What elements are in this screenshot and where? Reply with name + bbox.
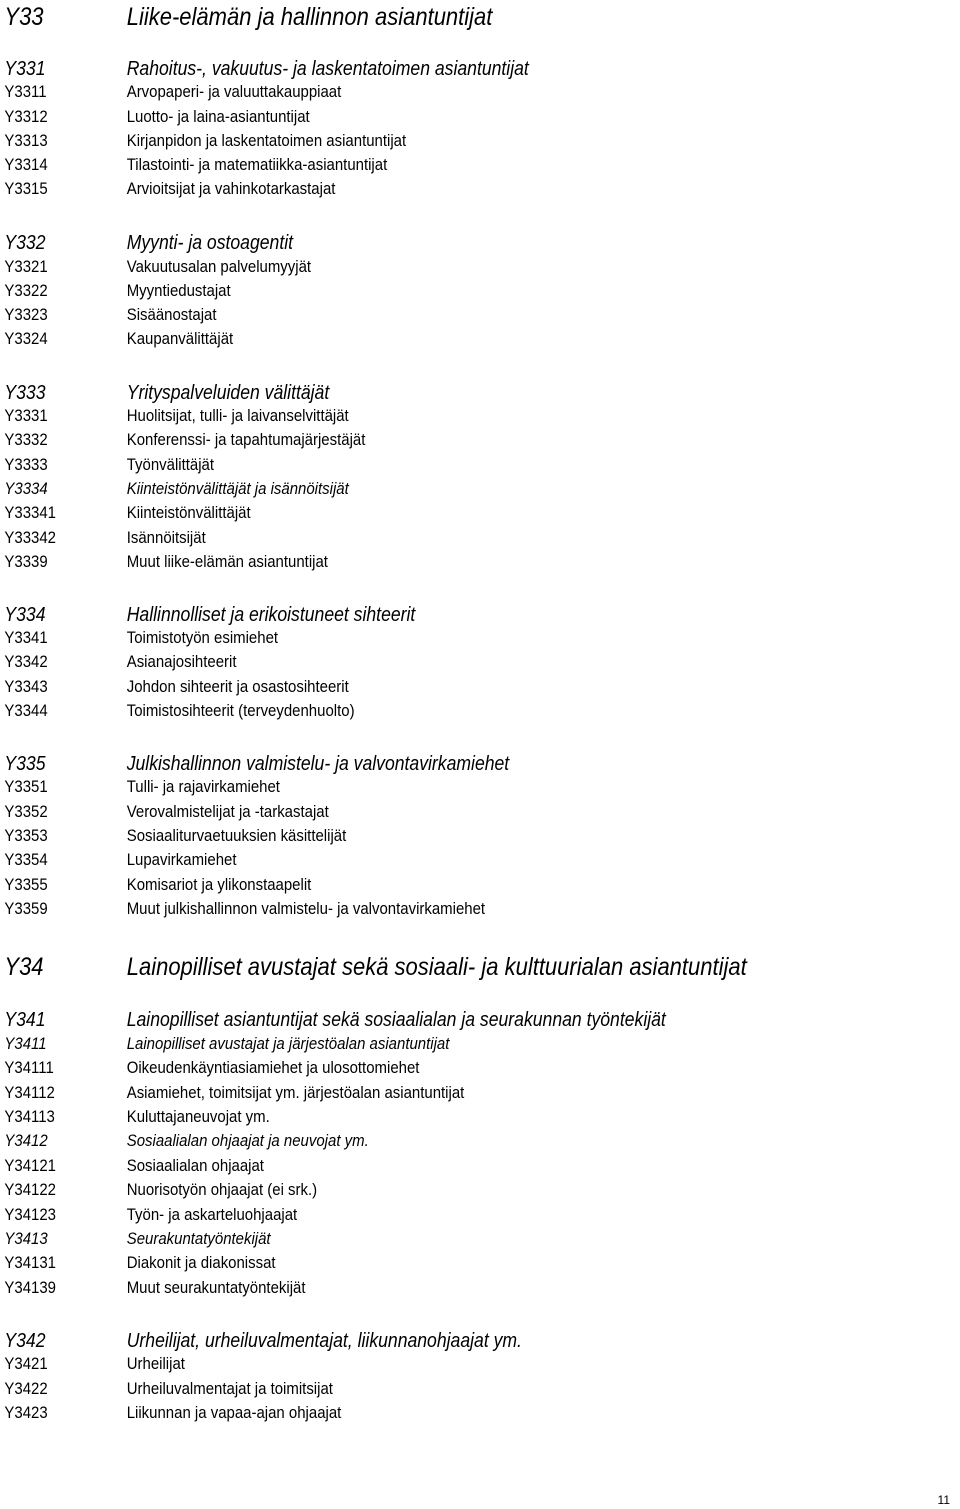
- item-label: Urheiluvalmentajat ja toimitsijat: [126, 1379, 333, 1398]
- item-label: Lainopilliset asiantuntijat sekä sosiaalialan ja seurakunnan työntekijät: [126, 1009, 666, 1031]
- item-code: Y3339: [4, 552, 48, 571]
- item-label: Tulli- ja rajavirkamiehet: [126, 777, 280, 796]
- item-label: Oikeudenkäyntiasiamiehet ja ulosottomiehet: [126, 1058, 420, 1077]
- item-label: Sosiaaliturvaetuuksien käsittelijät: [126, 826, 347, 845]
- item-code: Y3322: [4, 281, 48, 300]
- item-code: Y33: [4, 3, 44, 31]
- item-code: Y34131: [4, 1253, 56, 1272]
- item-code: Y34: [4, 953, 44, 981]
- item-code: Y341: [4, 1009, 46, 1031]
- item-label: Tilastointi- ja matematiikka-asiantuntijat: [126, 155, 388, 174]
- item-code: Y3334: [4, 479, 48, 498]
- item-label: Luotto- ja laina-asiantuntijat: [126, 107, 310, 126]
- item-code: Y33341: [4, 503, 56, 522]
- item-label: Johdon sihteerit ja osastosihteerit: [126, 677, 349, 696]
- item-label: Verovalmistelijat ja -tarkastajat: [126, 802, 329, 821]
- item-code: Y333: [4, 382, 46, 404]
- item-label: Komisariot ja ylikonstaapelit: [126, 875, 312, 894]
- item-code: Y342: [4, 1330, 46, 1352]
- item-label: Myynti- ja ostoagentit: [126, 232, 294, 254]
- item-label: Muut seurakuntatyöntekijät: [126, 1278, 306, 1297]
- item-code: Y3359: [4, 899, 48, 918]
- item-code: Y34111: [4, 1058, 54, 1077]
- item-label: Konferenssi- ja tapahtumajärjestäjät: [126, 430, 366, 449]
- item-code: Y3312: [4, 107, 48, 126]
- item-code: Y3355: [4, 875, 48, 894]
- item-label: Sosiaalialan ohjaajat: [126, 1156, 264, 1175]
- item-label: Urheilijat, urheiluvalmentajat, liikunnanohjaajat ym.: [126, 1330, 522, 1352]
- item-label: Muut julkishallinnon valmistelu- ja valvontavirkamiehet: [126, 899, 486, 918]
- item-code: Y3311: [4, 82, 47, 101]
- item-label: Diakonit ja diakonissat: [126, 1253, 276, 1272]
- item-code: Y3412: [4, 1131, 48, 1150]
- item-code: Y3422: [4, 1379, 48, 1398]
- item-code: Y331: [4, 58, 46, 80]
- page-number: 11: [937, 1493, 950, 1507]
- item-label: Vakuutusalan palvelumyyjät: [126, 257, 312, 276]
- item-label: Seurakuntatyöntekijät: [126, 1229, 271, 1248]
- item-label: Toimistosihteerit (terveydenhuolto): [126, 701, 355, 720]
- item-label: Sisäänostajat: [126, 305, 217, 324]
- item-code: Y34139: [4, 1278, 56, 1297]
- item-label: Kiinteistönvälittäjät ja isännöitsijät: [126, 479, 349, 498]
- item-label: Kaupanvälittäjät: [126, 329, 234, 348]
- item-label: Kiinteistönvälittäjät: [126, 503, 251, 522]
- item-label: Lupavirkamiehet: [126, 850, 237, 869]
- item-code: Y3413: [4, 1229, 48, 1248]
- item-code: Y3353: [4, 826, 48, 845]
- item-label: Liikunnan ja vapaa-ajan ohjaajat: [126, 1403, 342, 1422]
- item-code: Y3354: [4, 850, 48, 869]
- item-code: Y3421: [4, 1354, 48, 1373]
- item-code: Y3333: [4, 455, 48, 474]
- item-label: Arvioitsijat ja vahinkotarkastajat: [126, 179, 336, 198]
- item-label: Isännöitsijät: [126, 528, 206, 547]
- item-label: Toimistotyön esimiehet: [126, 628, 279, 647]
- item-label: Myyntiedustajat: [126, 281, 231, 300]
- item-code: Y33342: [4, 528, 56, 547]
- item-label: Lainopilliset avustajat ja järjestöalan asiantuntijat: [126, 1034, 450, 1053]
- item-label: Lainopilliset avustajat sekä sosiaali- ja kulttuurialan asiantuntijat: [126, 953, 747, 981]
- item-code: Y332: [4, 232, 46, 254]
- item-label: Kirjanpidon ja laskentatoimen asiantuntijat: [126, 131, 407, 150]
- item-code: Y34121: [4, 1156, 56, 1175]
- item-code: Y3342: [4, 652, 48, 671]
- item-code: Y3331: [4, 406, 48, 425]
- item-code: Y3411: [4, 1034, 47, 1053]
- item-label: Nuorisotyön ohjaajat (ei srk.): [126, 1180, 318, 1199]
- item-label: Rahoitus-, vakuutus- ja laskentatoimen asiantuntijat: [126, 58, 529, 80]
- item-code: Y3321: [4, 257, 48, 276]
- item-label: Liike-elämän ja hallinnon asiantuntijat: [126, 3, 493, 31]
- item-code: Y34123: [4, 1205, 56, 1224]
- item-code: Y3313: [4, 131, 48, 150]
- item-label: Julkishallinnon valmistelu- ja valvontavirkamiehet: [126, 753, 510, 775]
- item-code: Y335: [4, 753, 46, 775]
- item-code: Y3344: [4, 701, 48, 720]
- item-label: Hallinnolliset ja erikoistuneet sihteerit: [126, 604, 416, 626]
- item-code: Y3341: [4, 628, 48, 647]
- item-label: Työn- ja askarteluohjaajat: [126, 1205, 298, 1224]
- item-code: Y3314: [4, 155, 48, 174]
- item-code: Y3423: [4, 1403, 48, 1422]
- item-label: Yrityspalveluiden välittäjät: [126, 382, 330, 404]
- item-label: Arvopaperi- ja valuuttakauppiaat: [126, 82, 342, 101]
- item-code: Y3315: [4, 179, 48, 198]
- item-label: Kuluttajaneuvojat ym.: [126, 1107, 270, 1126]
- item-label: Työnvälittäjät: [126, 455, 215, 474]
- item-code: Y34113: [4, 1107, 55, 1126]
- item-label: Asianajosihteerit: [126, 652, 237, 671]
- item-label: Huolitsijat, tulli- ja laivanselvittäjät: [126, 406, 349, 425]
- item-code: Y3352: [4, 802, 48, 821]
- item-label: Muut liike-elämän asiantuntijat: [126, 552, 328, 571]
- item-label: Asiamiehet, toimitsijat ym. järjestöalan asiantuntijat: [126, 1083, 465, 1102]
- item-code: Y3343: [4, 677, 48, 696]
- item-code: Y34122: [4, 1180, 56, 1199]
- item-code: Y334: [4, 604, 46, 626]
- item-code: Y34112: [4, 1083, 55, 1102]
- item-code: Y3351: [4, 777, 48, 796]
- item-code: Y3323: [4, 305, 48, 324]
- item-label: Urheilijat: [126, 1354, 185, 1373]
- item-label: Sosiaalialan ohjaajat ja neuvojat ym.: [126, 1131, 369, 1150]
- item-code: Y3332: [4, 430, 48, 449]
- item-code: Y3324: [4, 329, 48, 348]
